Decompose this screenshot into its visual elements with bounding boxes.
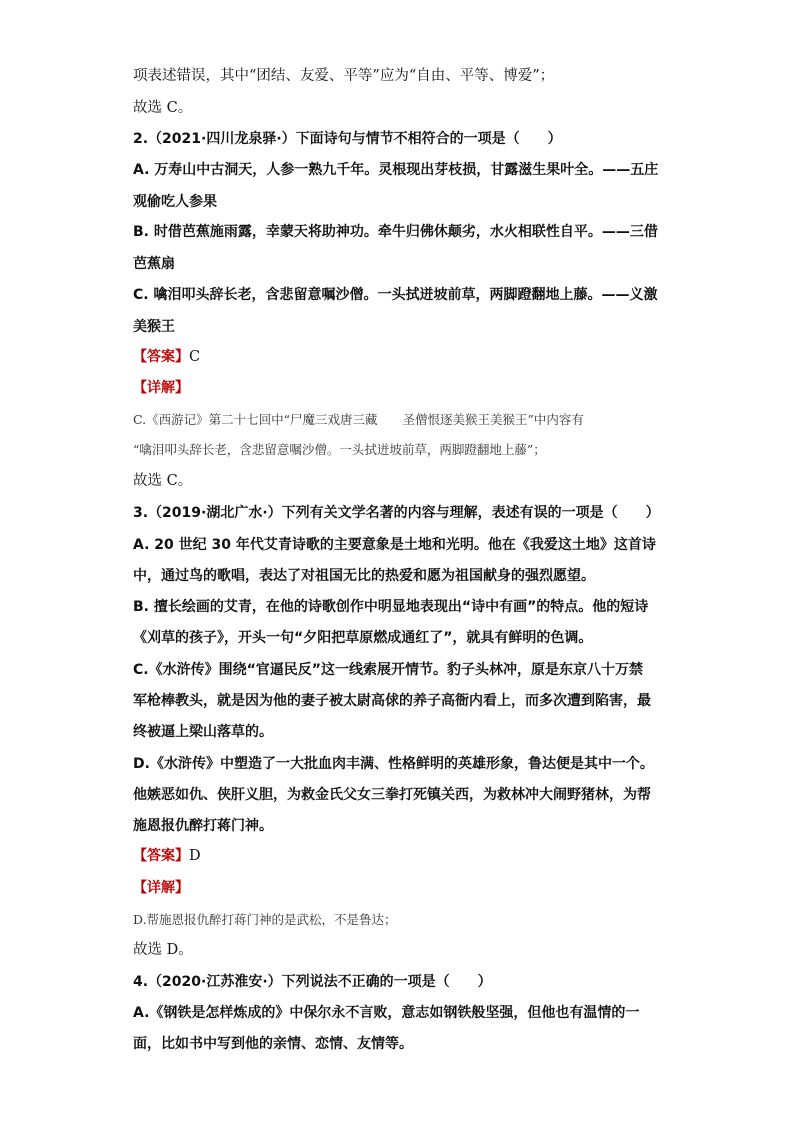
- question-2-option-c: C. 噙泪叩头辞长老，含悲留意嘱沙僧。一头拭迸坡前草，两脚蹬翻地上藤。——义激: [133, 287, 658, 303]
- question-4-stem: 4.（2020·江苏淮安·）下列说法不正确的一项是（ ）: [133, 974, 492, 990]
- question-2-option-c-cont: 美猴王: [133, 319, 175, 335]
- question-2-option-b-cont: 芭蕉扇: [133, 256, 175, 272]
- text-line: 项表述错误，其中“团结、友爱、平等”应为“自由、平等、博爱”；: [133, 68, 555, 84]
- question-3-option-b: B. 擅长绘画的艾青，在他的诗歌创作中明显地表现出“诗中有画”的特点。他的短诗: [133, 599, 649, 615]
- question-2-option-b: B. 时借芭蕉施雨露，幸蒙天将助神功。牵牛归佛休颠劣，水火相联性自平。——三借: [133, 224, 658, 240]
- text-line: 故选 C。: [133, 100, 193, 116]
- question-3-option-a-cont: 中，通过鸟的歌唱，表达了对祖国无比的热爱和愿为祖国献身的强烈愿望。: [133, 568, 595, 584]
- explanation-text: “噙泪叩头辞长老，含悲留意嘱沙僧。一头拭迸坡前草，两脚蹬翻地上藤”；: [133, 442, 546, 457]
- answer-tag: 【答案】: [133, 349, 189, 365]
- answer-row: [133, 846, 201, 866]
- explanation-row: [133, 378, 189, 398]
- explanation-text: C.《西游记》第二十七回中“尸魔三戏唐三藏 圣僧恨逐美猴王美猴王”中内容有: [133, 412, 584, 427]
- question-3-option-c-cont: 终被逼上梁山落草的。: [133, 724, 273, 740]
- explanation-text: D.帮施恩报仇醉打蒋门神的是武松，不是鲁达；: [133, 912, 397, 927]
- explanation-tag: 【详解】: [133, 380, 189, 396]
- explanation-tag: 【详解】: [133, 880, 189, 896]
- answer-value: C: [189, 349, 201, 365]
- question-2-stem: 2.（2021·四川龙泉驿·）下面诗句与情节不相符合的一项是（ ）: [133, 131, 562, 147]
- question-3-option-c: C.《水浒传》围绕“官逼民反”这一线索展开情节。豹子头林冲，原是东京八十万禁: [133, 662, 643, 678]
- question-3-option-a: A. 20 世纪 30 年代艾青诗歌的主要意象是土地和光明。他在《我爱这土地》这首诗: [133, 537, 656, 553]
- question-4-option-a-cont: 面，比如书中写到他的亲情、恋情、友情等。: [133, 1036, 413, 1052]
- explanation-row: [133, 878, 189, 898]
- question-3-option-d: D.《水浒传》中塑造了一大批血肉丰满、性格鲜明的英雄形象，鲁达便是其中一个。: [133, 756, 654, 772]
- question-3-option-c-cont: 军枪棒教头，就是因为他的妻子被太尉高俅的养子高衙内看上，而多次遭到陷害，最: [133, 693, 651, 709]
- question-2-option-a-cont: 观偷吃人参果: [133, 194, 217, 210]
- question-3-option-d-cont: 他嫉恶如仇、侠肝义胆，为救金氏父女三拳打死镇关西，为救林冲大闹野猪林，为帮: [133, 787, 651, 803]
- question-3-stem: 3.（2019·湖北广水·）下列有关文学名著的内容与理解，表述有误的一项是（ ）: [133, 505, 660, 521]
- text-line: 故选 D。: [133, 942, 193, 958]
- answer-tag: 【答案】: [133, 848, 189, 864]
- question-3-option-d-cont: 施恩报仇醉打蒋门神。: [133, 818, 273, 834]
- question-2-option-a: A. 万寿山中古洞天，人参一熟九千年。灵根现出芽枝损，甘露滋生果叶全。——五庄: [133, 162, 659, 178]
- question-3-option-b-cont: 《刈草的孩子》，开头一句“夕阳把草原燃成通红了”，就具有鲜明的色调。: [133, 630, 593, 646]
- text-line: 故选 C。: [133, 473, 193, 489]
- question-4-option-a: A.《钢铁是怎样炼成的》中保尔永不言败，意志如钢铁般坚强，但他也有温情的一: [133, 1005, 640, 1021]
- answer-value: D: [189, 848, 201, 864]
- answer-row: [133, 347, 200, 367]
